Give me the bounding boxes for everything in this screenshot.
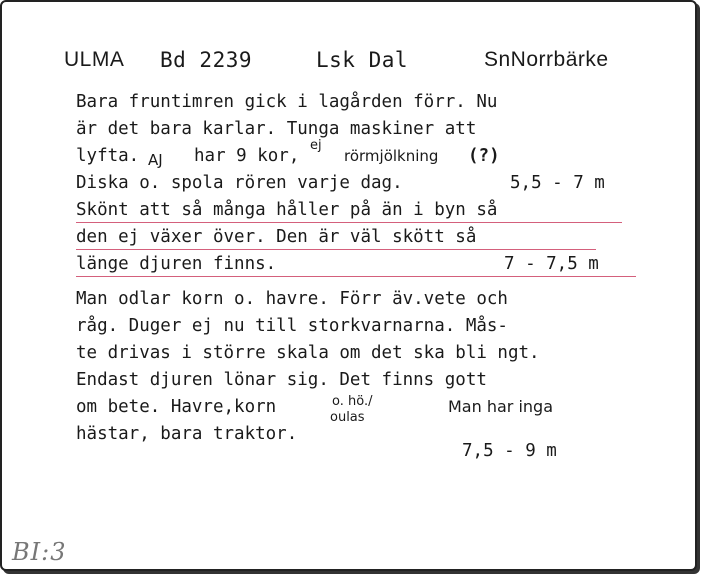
text-line: hästar, bara traktor. — [76, 424, 298, 444]
parish-label: SnNorrbärke — [484, 48, 609, 71]
record-number: Bd 2239 — [160, 48, 253, 72]
annotation-oulas: oulas — [330, 410, 365, 425]
text-line: Bara fruntimren gick i lagården förr. Nu — [76, 92, 498, 112]
text-line: Skönt att så många håller på än i byn så — [76, 198, 622, 223]
card-header — [64, 48, 664, 82]
text-line: råg. Duger ej nu till storkvarnarna. Mås- — [76, 316, 508, 336]
text-line: (?) — [468, 146, 500, 166]
text-line: är det bara karlar. Tunga maskiner att — [76, 119, 477, 139]
text-line: te drivas i större skala om det ska bli ngt. — [76, 343, 540, 363]
text-line: har 9 kor, — [194, 146, 300, 166]
text-line: rörmjölkning — [344, 147, 439, 165]
text-line: den ej växer över. Den är väl skött så — [76, 225, 596, 250]
measure-3: 7,5 - 9 m — [462, 441, 557, 461]
text-line: Man har inga — [448, 397, 553, 416]
text-line: om bete. Havre,korn — [76, 397, 277, 417]
text-line: lyfta. — [76, 146, 140, 166]
text-line: länge djuren finns. — [76, 252, 636, 277]
text-line: Diska o. spola rören varje dag. — [76, 173, 403, 193]
annotation-o-ho: o. hö./ — [332, 394, 373, 409]
measure-1: 5,5 - 7 m — [510, 173, 605, 193]
region-label: Lsk Dal — [316, 48, 409, 72]
handwritten-note: BI:3 — [12, 538, 67, 566]
text-line: Man odlar korn o. havre. Förr äv.vete och — [76, 289, 508, 309]
archive-code: ULMA — [64, 48, 125, 71]
measure-2: 7 - 7,5 m — [504, 254, 599, 274]
annotation-aj: AJ — [148, 151, 163, 169]
text-line: Endast djuren lönar sig. Det finns gott — [76, 370, 487, 390]
annotation-ej: ej — [310, 138, 322, 153]
